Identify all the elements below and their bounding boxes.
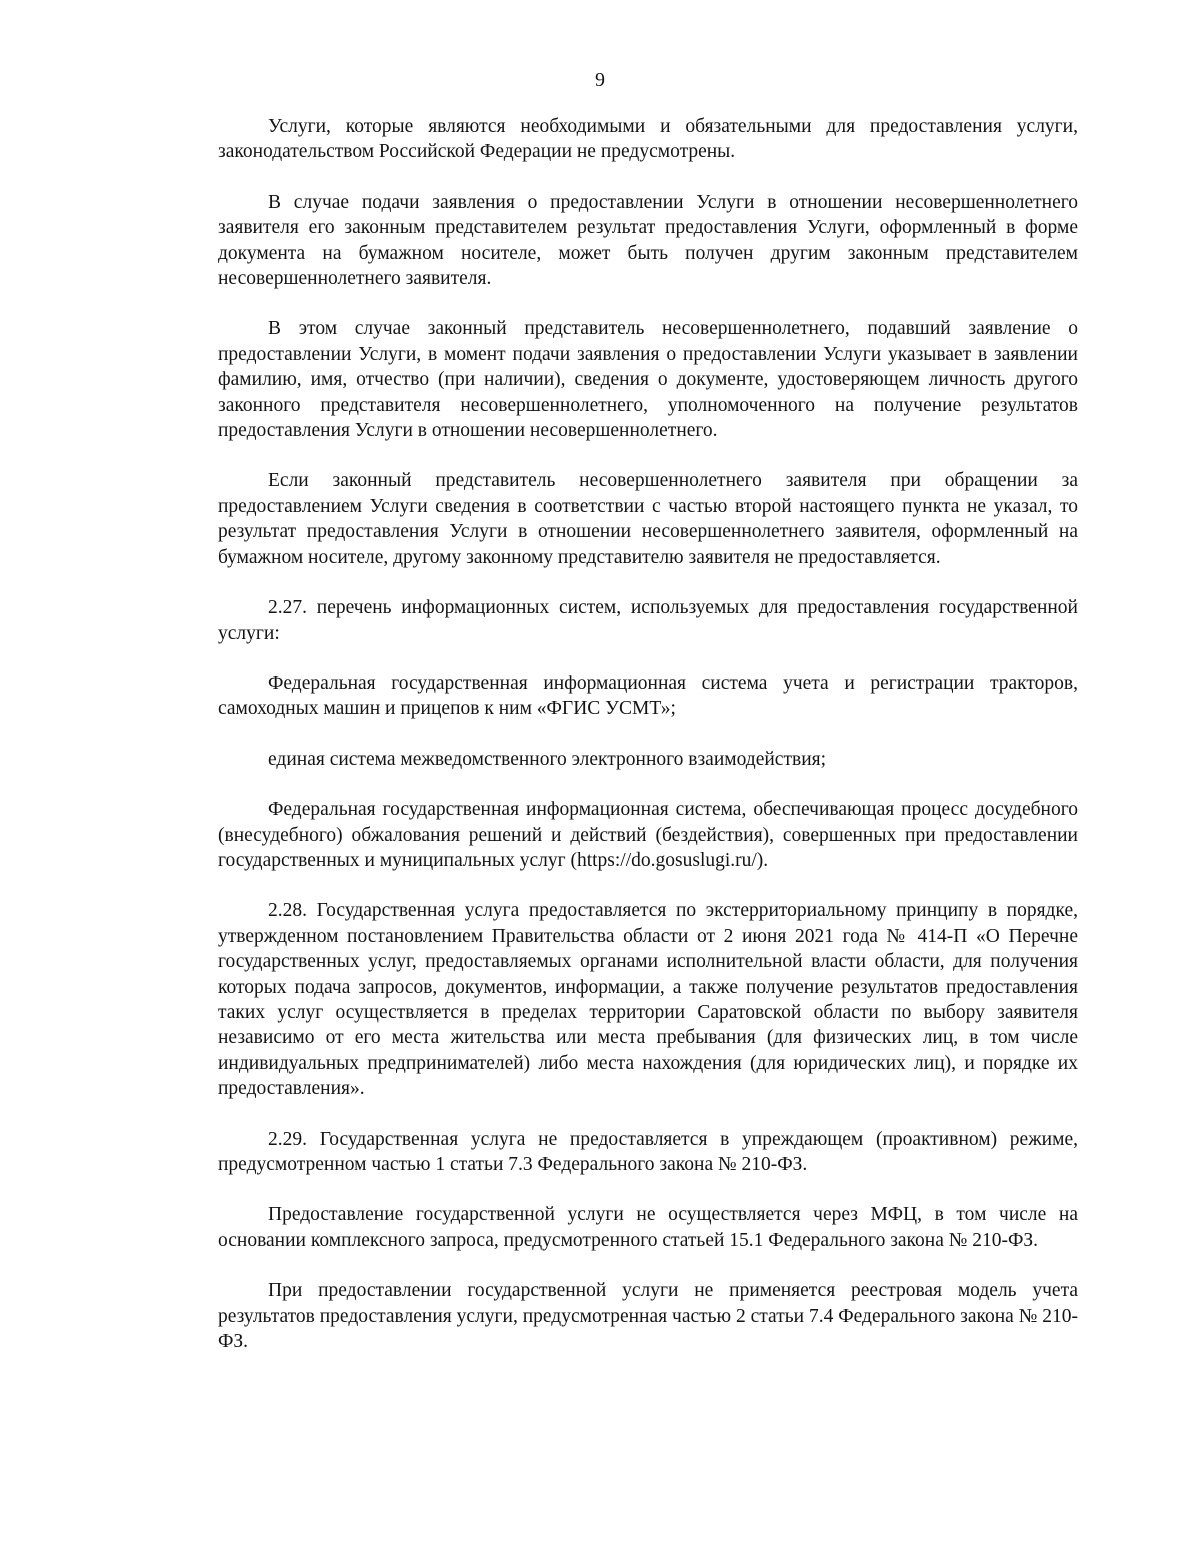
paragraph-result-not-provided: Если законный представитель несовершеннолетнего заявителя при обращении за предоставлением Услуги сведения в соответствии с частью второй настоящего пункта не указал, то результат предоставления Услуги в отношении несовершеннолетнего заявителя, оформленный на бумажном носителе, другому законному представителю заявителя не предоставляется. <box>218 470 1078 568</box>
document-body <box>218 114 1078 1379</box>
page-number: 9 <box>595 69 605 91</box>
paragraph-2-29-proactive-mode: 2.29. Государственная услуга не предоставляется в упреждающем (проактивном) режиме, предусмотренном частью 1 статьи 7.3 Федерального закона № 210-ФЗ. <box>218 1128 1078 1175</box>
paragraph-registry-model: При предоставлении государственной услуги не применяется реестровая модель учета результатов предоставления услуги, предусмотренная частью 2 статьи 7.4 Федерального закона № 210-ФЗ. <box>218 1280 1078 1353</box>
paragraph-legal-representative-details: В этом случае законный представитель несовершеннолетнего, подавший заявление о предоставлении Услуги, в момент подачи заявления о предоставлении Услуги указывает в заявлении фамилию, имя, отчество (при наличии), сведения о документе, удостоверяющем личность другого законного представителя несовершеннолетнего, уполномоченного на получение результатов предоставления Услуги в отношении несовершеннолетнего. <box>218 318 1078 442</box>
paragraph-smev: единая система межведомственного электронного взаимодействия; <box>268 748 827 770</box>
paragraph-pre-trial-appeal-system: Федеральная государственная информационная система, обеспечивающая процесс досудебного (внесудебного) обжалования решений и действий (бездействия), совершенных при предоставлении государственных и муниципальных услуг (https://do.gosuslugi.ru/). <box>218 799 1078 871</box>
paragraph-required-services: Услуги, которые являются необходимыми и обязательными для предоставления услуги, законодательством Российской Федерации не предусмотрены. <box>218 116 1078 163</box>
paragraph-mfc: Предоставление государственной услуги не осуществляется через МФЦ, в том числе на основании комплексного запроса, предусмотренного статьей 15.1 Федерального закона № 210-ФЗ. <box>218 1204 1078 1251</box>
paragraph-2-28-extraterritorial: 2.28. Государственная услуга предоставляется по экстерриториальному принципу в порядке, утвержденном постановлением Правительства области от 2 июня 2021 года № 414-П «О Перечне государственных услуг, предоставляемых органами исполнительной власти области, для получения которых подача запросов, документов, информации, а также получение результатов предоставления таких услуг осуществляется в пределах территории Саратовской области по выбору заявителя независимо от его места жительства или места пребывания (для физических лиц, в том числе индивидуальных предпринимателей) либо места нахождения (для юридических лиц), и порядке их предоставления». <box>218 900 1078 1100</box>
paragraph-fgis-usmt: Федеральная государственная информационная система учета и регистрации тракторов, самоходных машин и прицепов к ним «ФГИС УСМТ»; <box>218 672 1078 720</box>
paragraph-minor-applicant-result: В случае подачи заявления о предоставлении Услуги в отношении несовершеннолетнего заявителя его законным представителем результат предоставления Услуги, оформленный в форме документа на бумажном носителе, может быть получен другим законным представителем несовершеннолетнего заявителя. <box>218 191 1078 290</box>
paragraph-2-27-information-systems: 2.27. перечень информационных систем, используемых для предоставления государственной услуги: <box>218 597 1078 644</box>
